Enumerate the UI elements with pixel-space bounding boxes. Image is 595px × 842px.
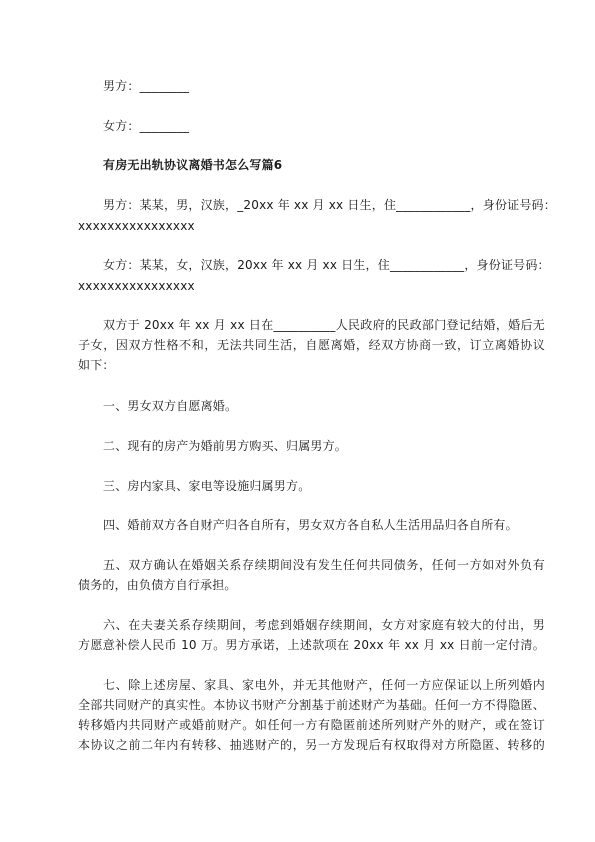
clause-5-line: 五、双方确认在婚姻关系存续期间没有发生任何共同债务，任何一方如对外负有 xyxy=(103,558,545,572)
marriage-paragraph-line: 子女，因双方性格不和，无法共同生活，自愿离婚，经双方协商一致，订立离婚协议 xyxy=(78,338,545,352)
husband-info-line: 男方：某某，男，汉族，_20xx 年 xx 月 xx 日生，住____________，身份证号码： xyxy=(103,198,556,212)
clause-5-line: 债务的，由负债方自行承担。 xyxy=(78,578,237,592)
husband-id-number: xxxxxxxxxxxxxxxx xyxy=(78,219,195,233)
clause-7-line: 转移婚内共同财产或婚前财产。如任何一方有隐匿前述所列财产外的财产，或在签订 xyxy=(78,718,545,732)
section-heading: 有房无出轨协议离婚书怎么写篇6 xyxy=(103,158,283,172)
clause-6-line: 六、在夫妻关系存续期间，考虑到婚姻存续期间，女方对家庭有较大的付出，男 xyxy=(103,618,545,632)
clause-1: 一、男女双方自愿离婚。 xyxy=(103,399,238,413)
clause-7-line: 七、除上述房屋、家具、家电外，并无其他财产，任何一方应保证以上所列婚内 xyxy=(103,678,545,692)
clause-2: 二、现有的房产为婚前男方购买、归属男方。 xyxy=(103,439,348,453)
wife-id-number: xxxxxxxxxxxxxxxx xyxy=(78,279,195,293)
marriage-paragraph-line: 如下： xyxy=(78,358,115,372)
wife-info-line: 女方：某某，女，汉族，20xx 年 xx 月 xx 日生，住____________，身份证号码： xyxy=(103,258,550,272)
clause-3: 三、房内家具、家电等设施归属男方。 xyxy=(103,479,311,493)
wife-signature-line: 女方：________ xyxy=(103,119,190,133)
clause-4: 四、婚前双方各自财产归各自所有，男女双方各自私人生活用品归各自所有。 xyxy=(103,518,518,532)
husband-signature-line: 男方：________ xyxy=(103,79,190,93)
marriage-paragraph-line: 双方于 20xx 年 xx 月 xx 日在__________人民政府的民政部门登记结婚，婚后无 xyxy=(103,318,545,332)
clause-7-line: 全部共同财产的真实性。本协议书财产分割基于前述财产为基础。任何一方不得隐匿、 xyxy=(78,698,545,712)
clause-7-line: 本协议之前二年内有转移、抽逃财产的，另一方发现后有权取得对方所隐匿、转移的 xyxy=(78,738,545,752)
clause-6-line: 方愿意补偿人民币 10 万。男方承诺，上述款项在 20xx 年 xx 月 xx 日前一定付清。 xyxy=(78,638,545,652)
